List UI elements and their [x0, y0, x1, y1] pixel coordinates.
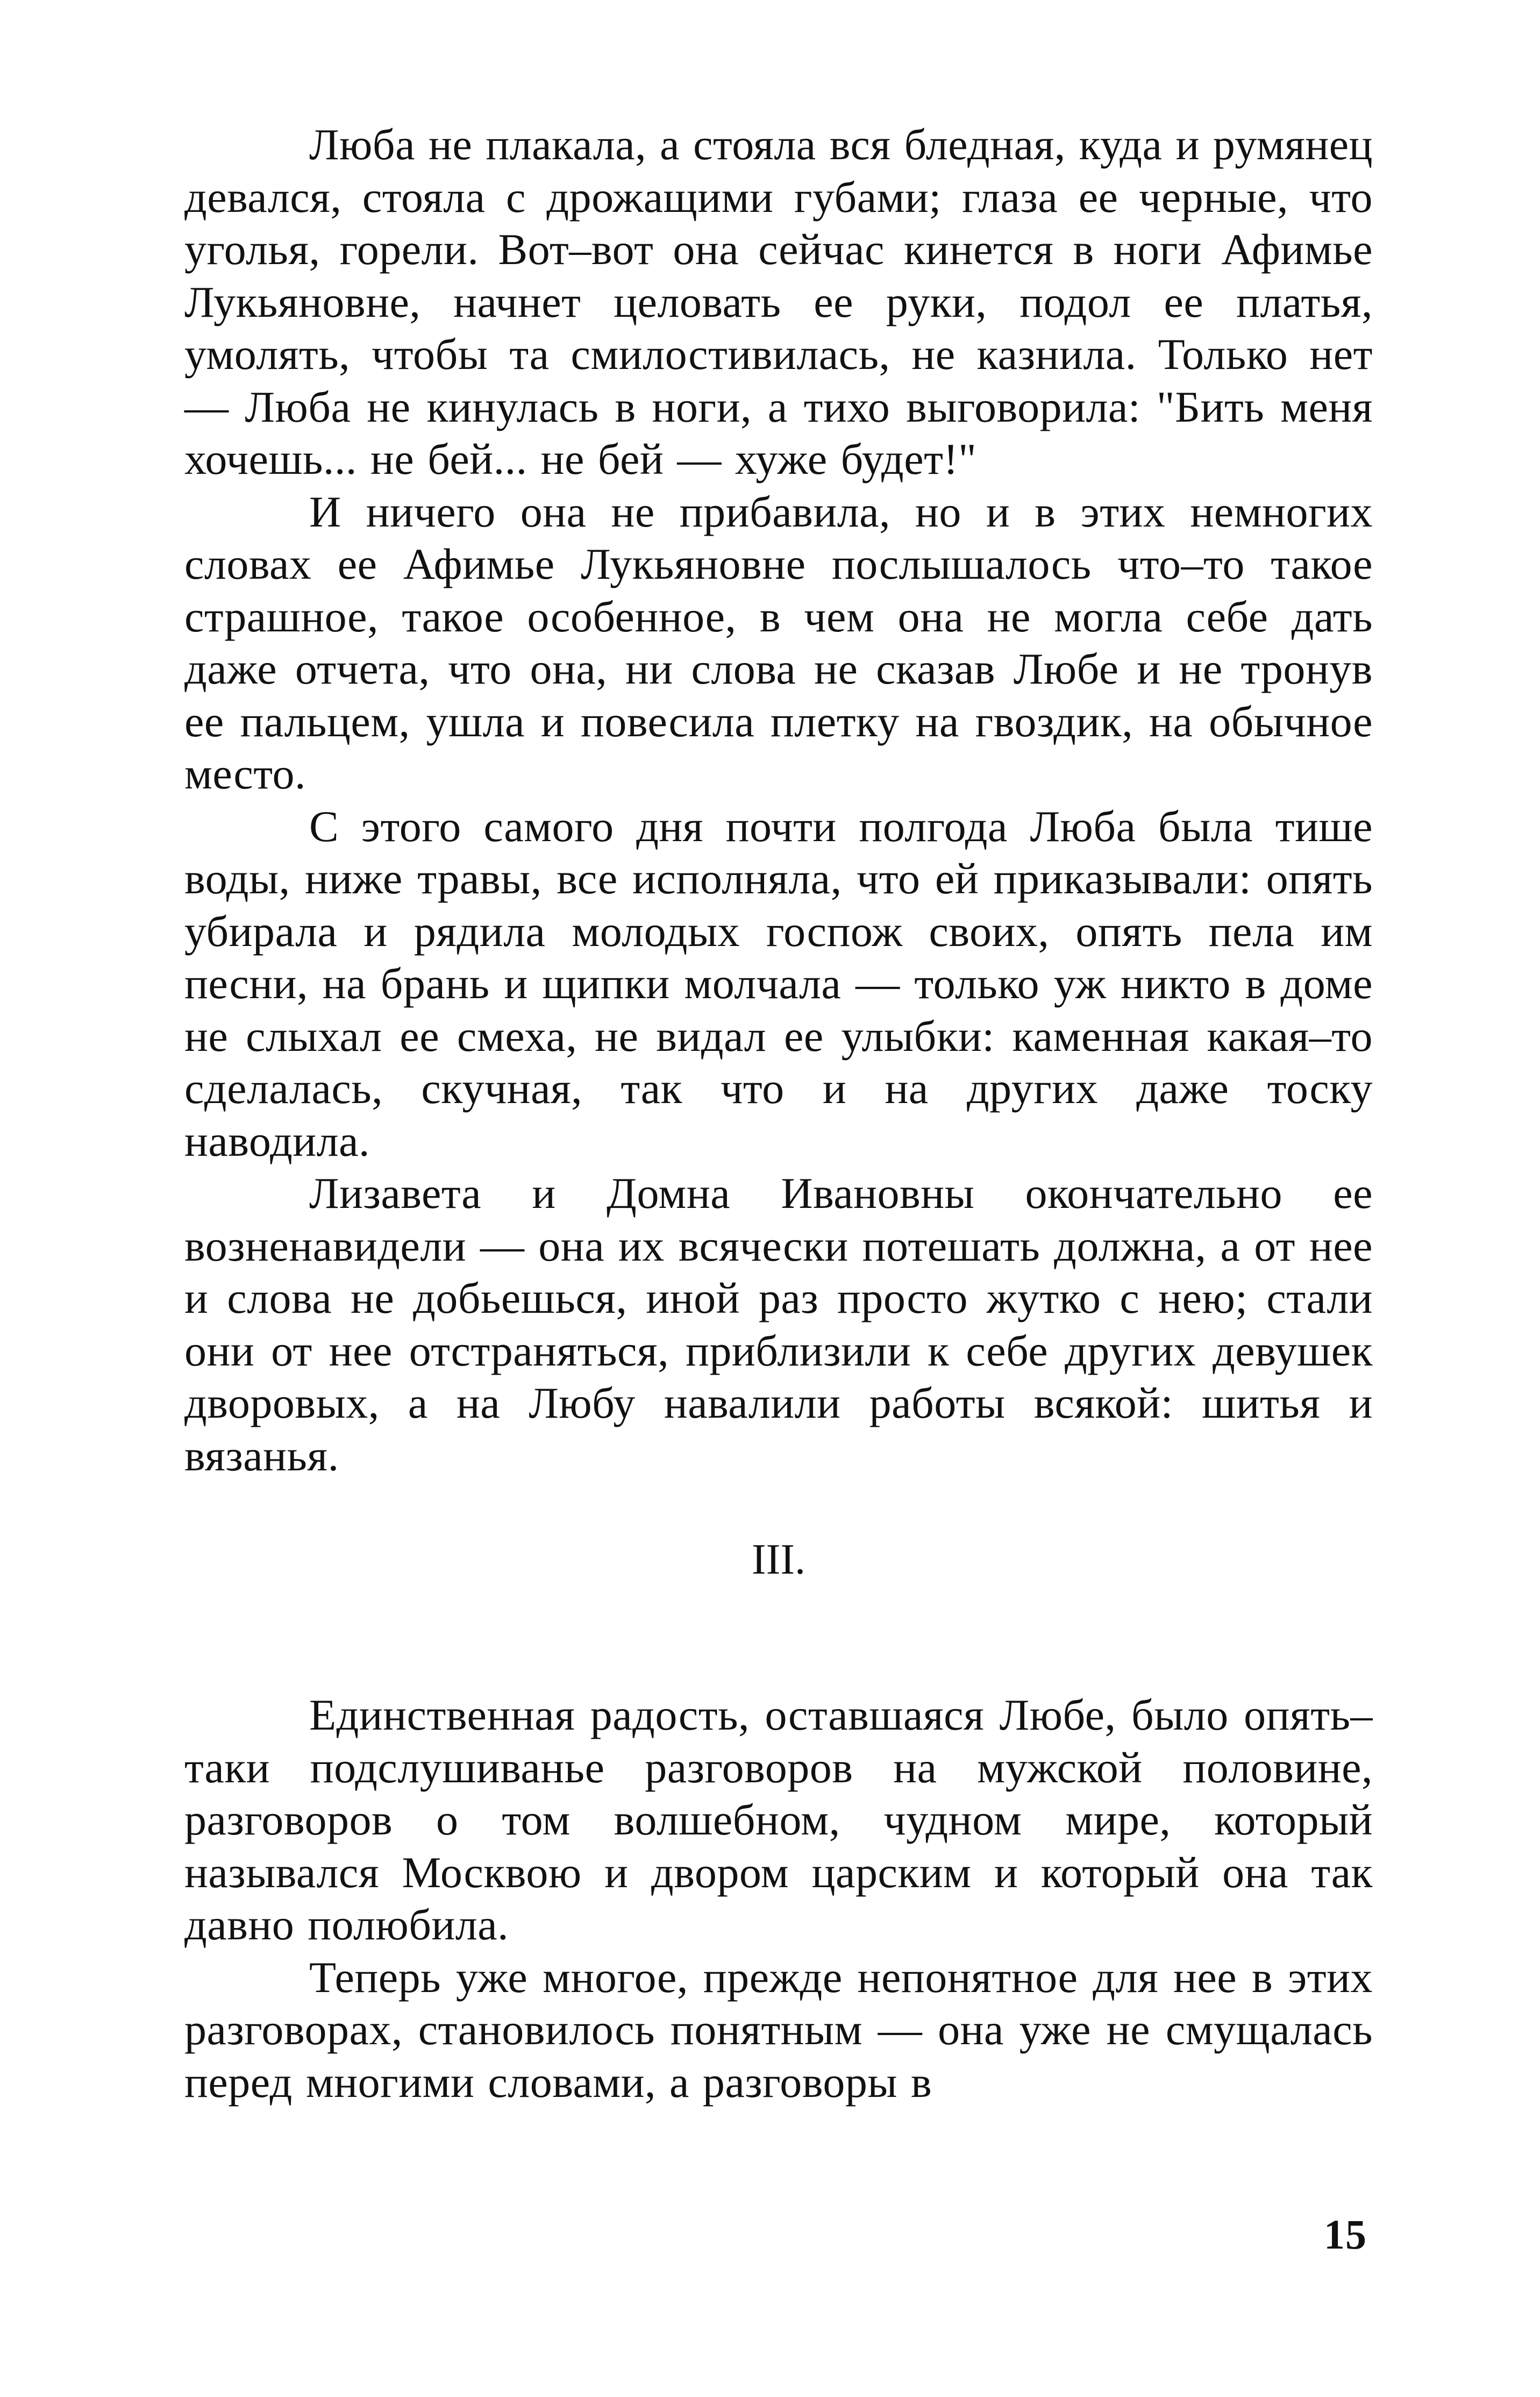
paragraph-1: Люба не плакала, а стояла вся бледная, куда и румянец девался, стояла с дрожащими губами; глаза ее черные, что уголья, горели. Вот–вот она сейчас кинется в ноги Афимье Лукьяновне, начнет целовать ее руки, подол ее платья, умолять, чтобы та смилостивилась, не казнила. Только нет — Люба не кинулась в ноги, а тихо выговорила: "Бить меня хочешь... не бей... не бей — хуже будет!"	[184, 120, 1373, 483]
paragraph-5: Единственная радость, оставшаяся Любе, было опять–таки подслушиванье разговоров на мужской половине, разговоров о том волшебном, чудном мире, который назывался Москвою и двором царским и который она так давно полюбила.	[184, 1690, 1373, 1949]
page-number: 15	[1324, 2211, 1367, 2258]
page-text	[184, 118, 1373, 2108]
paragraph-6: Теперь уже многое, прежде непонятное для нее в этих разговорах, становилось понятным — она уже не смущалась перед многими словами, а разговоры в	[184, 1952, 1373, 2107]
paragraph-3: С этого самого дня почти полгода Люба была тише воды, ниже травы, все исполняла, что ей приказывали: опять убирала и рядила молодых госпож своих, опять пела им песни, на брань и щипки молчала — только уж никто в доме не слыхал ее смеха, не видал ее улыбки: каменная какая–то сделалась, скучная, так что и на других даже тоску наводила.	[184, 801, 1373, 1165]
paragraph-2: И ничего она не прибавила, но и в этих немногих словах ее Афимье Лукьяновне послышалось что–то такое страшное, такое особенное, в чем она не могла себе дать даже отчета, что она, ни слова не сказав Любе и не тронув ее пальцем, ушла и повесила плетку на гвоздик, на обычное место.	[184, 487, 1373, 798]
paragraph-4: Лизавета и Домна Ивановны окончательно ее возненавидели — она их всячески потешать должна, а от нее и слова не добьешься, иной раз просто жутко с нею; стали они от нее отстраняться, приблизили к себе других девушек дворовых, а на Любу навалили работы всякой: шитья и вязанья.	[184, 1169, 1373, 1480]
chapter-heading: III.	[752, 1536, 805, 1583]
